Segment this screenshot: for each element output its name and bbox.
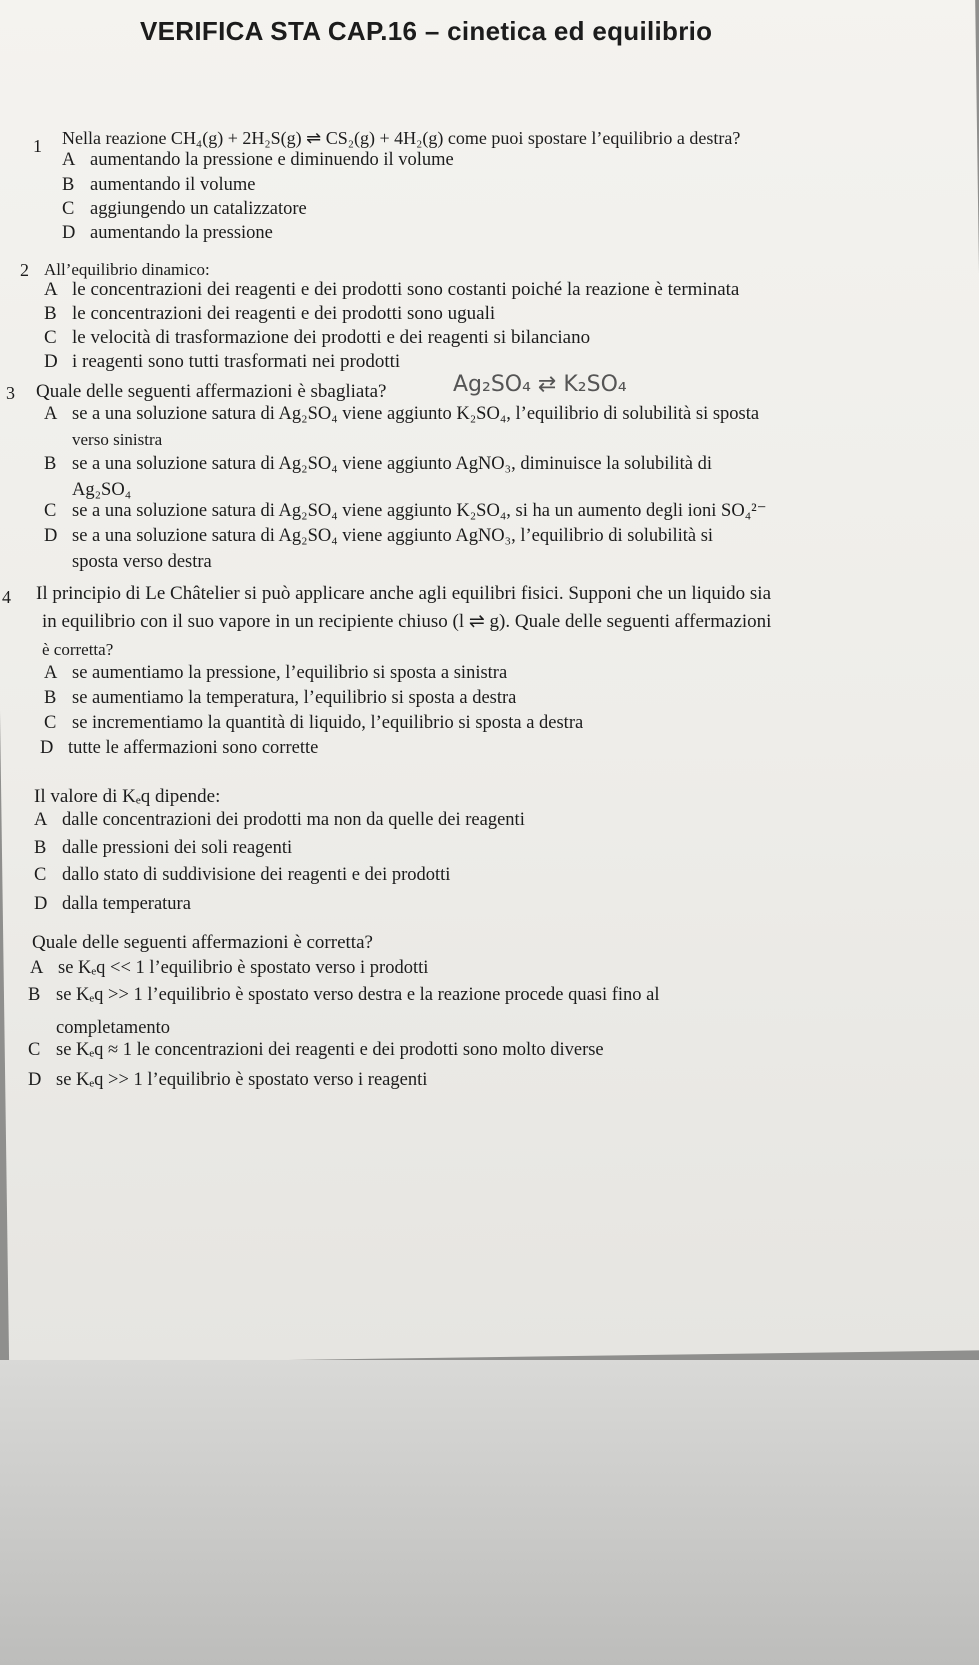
option-a: A se a una soluzione satura di Ag₂SO₄ viene aggiunto K₂SO₄, l’equilibrio di solubilità si sposta <box>44 404 760 424</box>
option-d: D se a una soluzione satura di Ag₂SO₄ viene aggiunto AgNO₃, l’equilibrio di solubilità si <box>44 526 714 546</box>
option-c: C se Kₑq ≈ 1 le concentrazioni dei reagenti e dei prodotti sono molto diverse <box>28 1040 604 1060</box>
question-stem-line-2: in equilibrio con il suo vapore in un recipiente chiuso (l ⇌ g). Quale delle seguenti affermazioni <box>42 611 772 632</box>
option-b: B se a una soluzione satura di Ag₂SO₄ viene aggiunto AgNO₃, diminuisce la solubilità di <box>44 454 713 474</box>
option-b: B le concentrazioni dei reagenti e dei prodotti sono uguali <box>44 303 496 324</box>
option-c: C le velocità di trasformazione dei prodotti e dei reagenti si bilanciano <box>44 327 591 348</box>
question-stem: Nella reazione CH₄(g) + 2H₂S(g) ⇌ CS₂(g) + 4H₂(g) come puoi spostare l’equilibrio a destra? <box>62 128 741 148</box>
option-d: D aumentando la pressione <box>62 223 273 243</box>
question-stem: All’equilibrio dinamico: <box>44 260 210 279</box>
question-number: 3 <box>6 383 15 403</box>
option-a-line: A le concentrazioni dei reagenti e dei prodotti sono costanti poiché la reazione è terminata <box>44 279 740 300</box>
table-surface <box>0 1360 979 1665</box>
question-number: 2 <box>20 260 29 280</box>
question-number: 4 <box>2 587 11 607</box>
option-a: A se aumentiamo la pressione, l’equilibrio si sposta a sinistra <box>44 663 508 683</box>
option-b: B se aumentiamo la temperatura, l’equilibrio si sposta a destra <box>44 688 517 708</box>
question-number: 1 <box>33 136 42 156</box>
question-stem: Quale delle seguenti affermazioni è sbagliata? <box>36 381 387 402</box>
option-a: A se Kₑq << 1 l’equilibrio è spostato verso i prodotti <box>30 958 429 978</box>
option-a: A dalle concentrazioni dei prodotti ma non da quelle dei reagenti <box>34 810 525 830</box>
option-d: D tutte le affermazioni sono corrette <box>40 738 319 758</box>
option-c: C se incrementiamo la quantità di liquido, l’equilibrio si sposta a destra <box>44 713 584 733</box>
question-stem: Il valore di Kₑq dipende: <box>34 786 221 807</box>
option-a: A aumentando la pressione e diminuendo il volume <box>62 150 454 170</box>
option-b-cont: Ag₂SO₄ <box>72 480 132 500</box>
option-b-cont: completamento <box>56 1018 171 1038</box>
question-stem-line-1: Il principio di Le Châtelier si può applicare anche agli equilibri fisici. Supponi che un liquido sia <box>36 583 772 604</box>
option-b: B aumentando il volume <box>62 175 256 195</box>
option-a-cont: verso sinistra <box>72 430 163 449</box>
option-c: C se a una soluzione satura di Ag₂SO₄ viene aggiunto K₂SO₄, si ha un aumento degli ioni SO₄²⁻ <box>44 501 767 521</box>
page-title: VERIFICA STA CAP.16 – cinetica ed equilibrio <box>140 16 713 46</box>
question-stem: Quale delle seguenti affermazioni è corretta? <box>32 932 373 953</box>
option-b: B se Kₑq >> 1 l’equilibrio è spostato verso destra e la reazione procede quasi fino al <box>28 985 660 1005</box>
option-c: C aggiungendo un catalizzatore <box>62 199 307 219</box>
option-d: D se Kₑq >> 1 l’equilibrio è spostato verso i reagenti <box>28 1070 428 1090</box>
option-c: C dallo stato di suddivisione dei reagenti e dei prodotti <box>34 865 451 885</box>
option-d-cont: sposta verso destra <box>72 552 212 572</box>
option-d: D i reagenti sono tutti trasformati nei prodotti <box>44 351 401 372</box>
handwritten-note: Ag₂SO₄ ⇄ K₂SO₄ <box>453 372 627 397</box>
option-b: B dalle pressioni dei soli reagenti <box>34 838 293 858</box>
question-stem-line-3: è corretta? <box>42 640 114 659</box>
option-d: D dalla temperatura <box>34 894 191 914</box>
